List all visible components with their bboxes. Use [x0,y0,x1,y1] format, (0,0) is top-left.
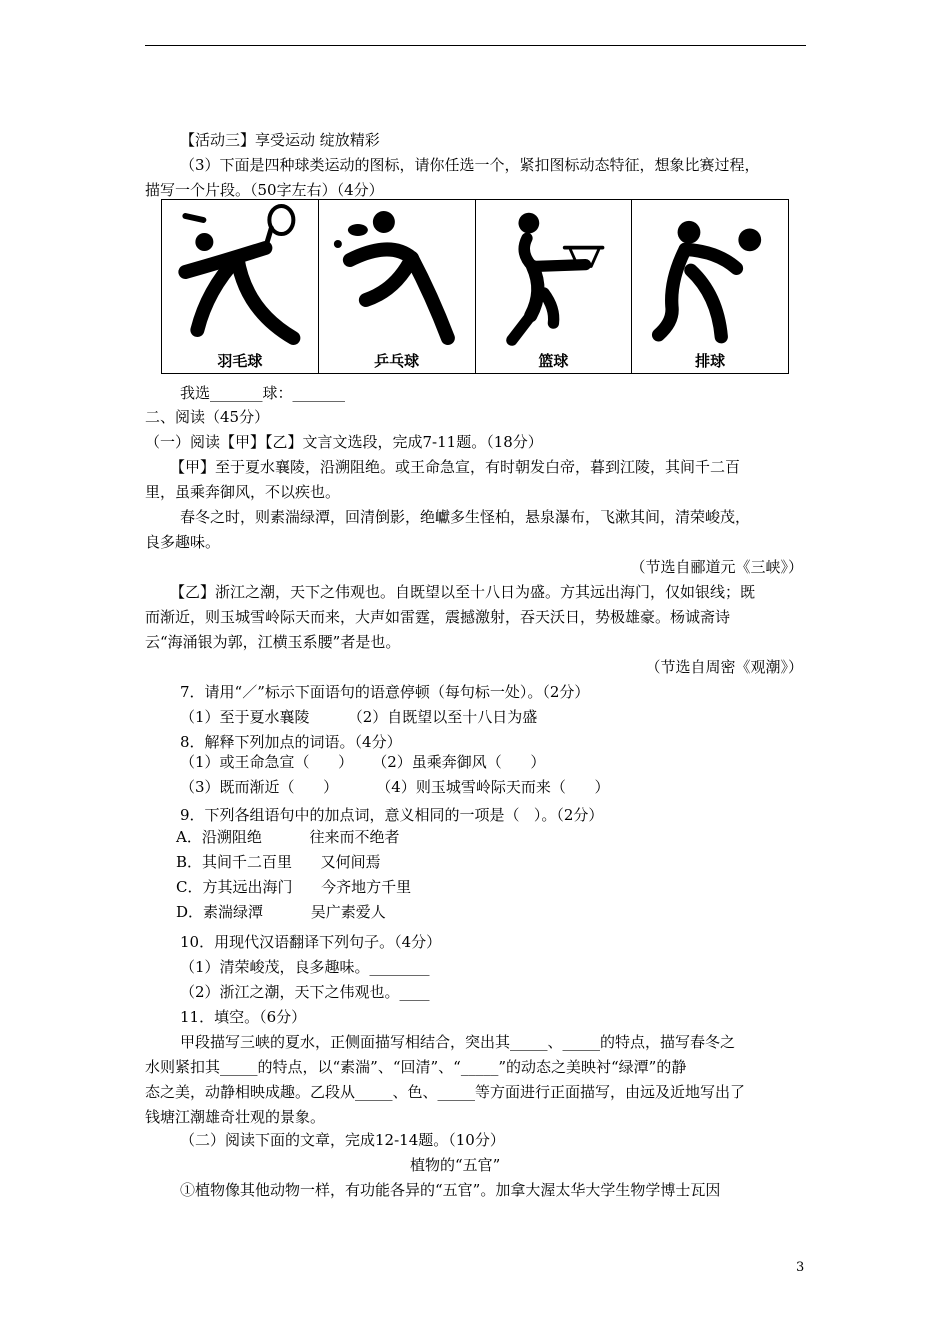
sport-label: 羽毛球 [217,352,263,370]
q11: 11．填空。（6分） [180,1008,307,1026]
q3-line2: 描写一个片段。（50字左右）（4分） [145,181,384,199]
q8-row2: （3）既而渐近（ ） （4）则玉城雪岭际天而来（ ） [180,778,610,796]
volleyball-cell [632,200,788,373]
volleyball-icon [632,200,788,350]
badminton-cell [162,200,319,373]
jia-p2-l1: 春冬之时，则素湍绿潭，回清倒影，绝巘多生怪柏，悬泉瀑布，飞漱其间，清荣峻茂， [180,508,751,526]
q7: 7．请用“／”标示下面语句的语意停顿（每句标一处）。（2分） [180,683,590,701]
article-p1: ①植物像其他动物一样，有功能各异的“五官”。加拿大渥太华大学生物学博士瓦因 [180,1181,721,1199]
header-rule [145,45,806,46]
q11-l2: 水则紧扣其_____的特点，以“素湍”、“回清”、“_____”的动态之美映衬“绿潭”的静 [145,1058,687,1076]
q7-items: （1）至于夏水襄陵 （2）自既望以至十八日为盛 [180,708,538,726]
article-title: 植物的“五官” [410,1156,501,1174]
q8: 8．解释下列加点的词语。（4分） [180,733,402,751]
table-tennis-icon [319,200,475,350]
q9-option-b: B．其间千二百里 又何间焉 [176,853,381,871]
q10-1: （1）清荣峻茂，良多趣味。________ [180,958,430,976]
q8-row1: （1）或王命急宣（ ） （2）虽乘奔御风（ ） [180,753,546,771]
jia-source: （节选自郦道元《三峡》） [630,558,803,576]
sport-label: 排球 [695,352,726,370]
q10-2: （2）浙江之潮，天下之伟观也。____ [180,983,430,1001]
sports-icons-table [161,199,789,374]
jia-p2-l2: 良多趣味。 [145,533,221,551]
yi-source: （节选自周密《观潮》） [645,658,803,676]
activity-title: 【活动三】享受运动 绽放精彩 [180,131,380,149]
table-tennis-cell [319,200,476,373]
q11-l1: 甲段描写三峡的夏水，正侧面描写相结合，突出其_____、_____的特点，描写春冬之 [180,1033,736,1051]
badminton-icon [162,200,318,350]
part2-title: （二）阅读下面的文章，完成12-14题。（10分） [180,1131,505,1149]
jia-p1-l1: 【甲】至于夏水襄陵，沿溯阻绝。或王命急宣，有时朝发白帝，暮到江陵，其间千二百 [170,458,741,476]
sport-label: 乒乓球 [374,352,420,370]
jia-p1-l2: 里，虽乘奔御风，不以疾也。 [145,483,341,501]
q9-option-c: C．方其远出海门 今齐地方千里 [176,878,412,896]
q9-option-d: D．素湍绿潭 吴广素爱人 [176,903,386,921]
yi-l3: 云“海涌银为郭，江横玉系腰”者是也。 [145,633,401,651]
q3-line1: （3）下面是四种球类运动的图标，请你任选一个，紧扣图标动态特征，想象比赛过程， [180,156,760,174]
part1-title: （一）阅读【甲】【乙】文言文选段，完成7-11题。（18分） [145,433,543,451]
yi-l2: 而渐近，则玉城雪岭际天而来，大声如雷霆，震撼激射，吞天沃日，势极雄豪。杨诚斋诗 [145,608,731,626]
q11-l3: 态之美，动静相映成趣。乙段从_____、色、_____等方面进行正面描写，由远及近地写出了 [145,1083,746,1101]
sport-label: 篮球 [538,352,569,370]
basketball-cell [476,200,633,373]
q9: 9．下列各组语句中的加点词，意义相同的一项是（ ）。（2分） [180,806,604,824]
yi-l1: 【乙】浙江之潮，天下之伟观也。自既望以至十八日为盛。方其远出海门，仅如银线；既 [170,583,756,601]
q11-l4: 钱塘江潮雄奇壮观的景象。 [145,1108,326,1126]
page-number: 3 [796,1260,805,1275]
section-title: 二、阅读（45分） [145,408,270,426]
basketball-icon [476,200,632,350]
q9-option-a: A．沿溯阻绝 往来而不绝者 [176,828,400,846]
q10: 10．用现代汉语翻译下列句子。（4分） [180,933,442,951]
select-sport-line: 我选_______球：_______ [180,384,346,402]
